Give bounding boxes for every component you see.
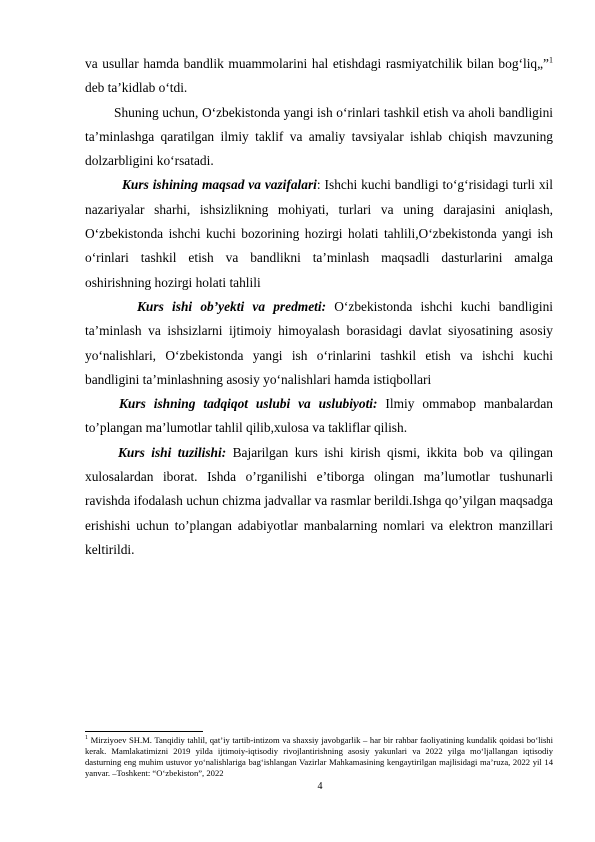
footnote-divider [85,731,203,732]
footnote [85,735,553,779]
structure-heading: Kurs ishi tuzilishi: [118,444,227,460]
paragraph-goals [85,173,553,294]
paragraph-relevance [85,101,553,174]
paragraph-method [85,392,553,441]
footnote-mark: 1 [85,735,88,742]
structure-text: Bajarilgan kurs ishi kirish qismi, ikkita bob va qilingan xulosalardan iborat. Ishda o’rganilishi e’tiborga olingan ma’lumotlar tushunarli ravishda ifodalash uchun chizma jadvallar va rasmlar berildi.Ishga qo’yilgan maqsadga erishishi uchun to’plangan adabiyotlar manbalarning nomlari va elektron manzillari keltirildi. [85,444,553,557]
goals-heading: Kurs ishining maqsad va vazifalari [122,177,317,193]
object-heading: Kurs ishi ob’yekti va predmeti: [137,298,327,314]
paragraph-intro-text: va usullar hamda bandlik muammolarini hal etishdagi rasmiyatchilik bilan bog‘liq„” [85,56,549,71]
object-text: O‘zbekistonda ishchi kuchi bandligini ta’minlash va ishsizlarni ijtimoiy himoyalash borasidagi davlat siyosatining asosiy yo‘nalishlari, O‘zbekistonda yangi ish o‘rinlarini tashkil etish va ishchi kuchi bandligini ta’minlashning asosiy yo‘nalishlari hamda istiqbollari [85,298,553,387]
method-heading: Kurs ishning tadqiqot uslubi va uslubiyoti: [119,396,378,412]
method-text: Ilmiy ommabop manbalardan to’plangan ma’lumotlar tahlil qilib,xulosa va takliflar qilish. [85,396,553,436]
body-text [85,52,553,562]
paragraph-intro [85,52,553,101]
footnote-text: Mirziyoev SH.M. Tanqidiy tahlil, qat’iy tartib-intizom va shaxsiy javobgarlik – har bir rahbar faoliyatining kundalik qoidasi bo‘lishi kerak. Mamlakatimizni 2019 yilda ijtimoiy-iqtisodiy rivojlantirishning asosiy yakunlari va 2022 yilga mo‘ljallangan iqtisodiy dasturning eng muhim ustuvor yo‘nalishlariga bag‘ishlangan Vazirlar Mahkamasining kengaytirilgan majlisidagi ma’ruza, 2022 yil 14 yanvar. –Toshkent: “O‘zbekiston”, 2022 [85,735,553,778]
paragraph-structure [85,441,553,562]
paragraph-intro-tail: deb ta’kidlab o‘tdi. [85,80,188,96]
paragraph-object [85,295,553,392]
goals-text: : Ishchi kuchi bandligi to‘g‘risidagi turli xil nazariyalar sharhi, ishsizlikning mohiyati, turlari va uning darajasini aniqlash, O‘zbekistonda ishchi kuchi bozorining hozirgi holati tahlili,O‘zbekistonda yangi ish o‘rinlari tashkil etish va bandlikni ta’minlash maqsadli dasturlarini amalga oshirishning hozirgi holati tahlili [85,177,553,290]
footnote-reference: 1 [549,55,553,65]
paragraph-relevance-text: Shuning uchun, O‘zbekistonda yangi ish o‘rinlari tashkil etish va aholi bandligini ta’minlashga qaratilgan ilmiy taklif va amaliy tavsiyalar ishlab chiqish mavzuning dolzarbligini ko‘rsatadi. [85,104,553,169]
page-number: 4 [317,781,323,792]
